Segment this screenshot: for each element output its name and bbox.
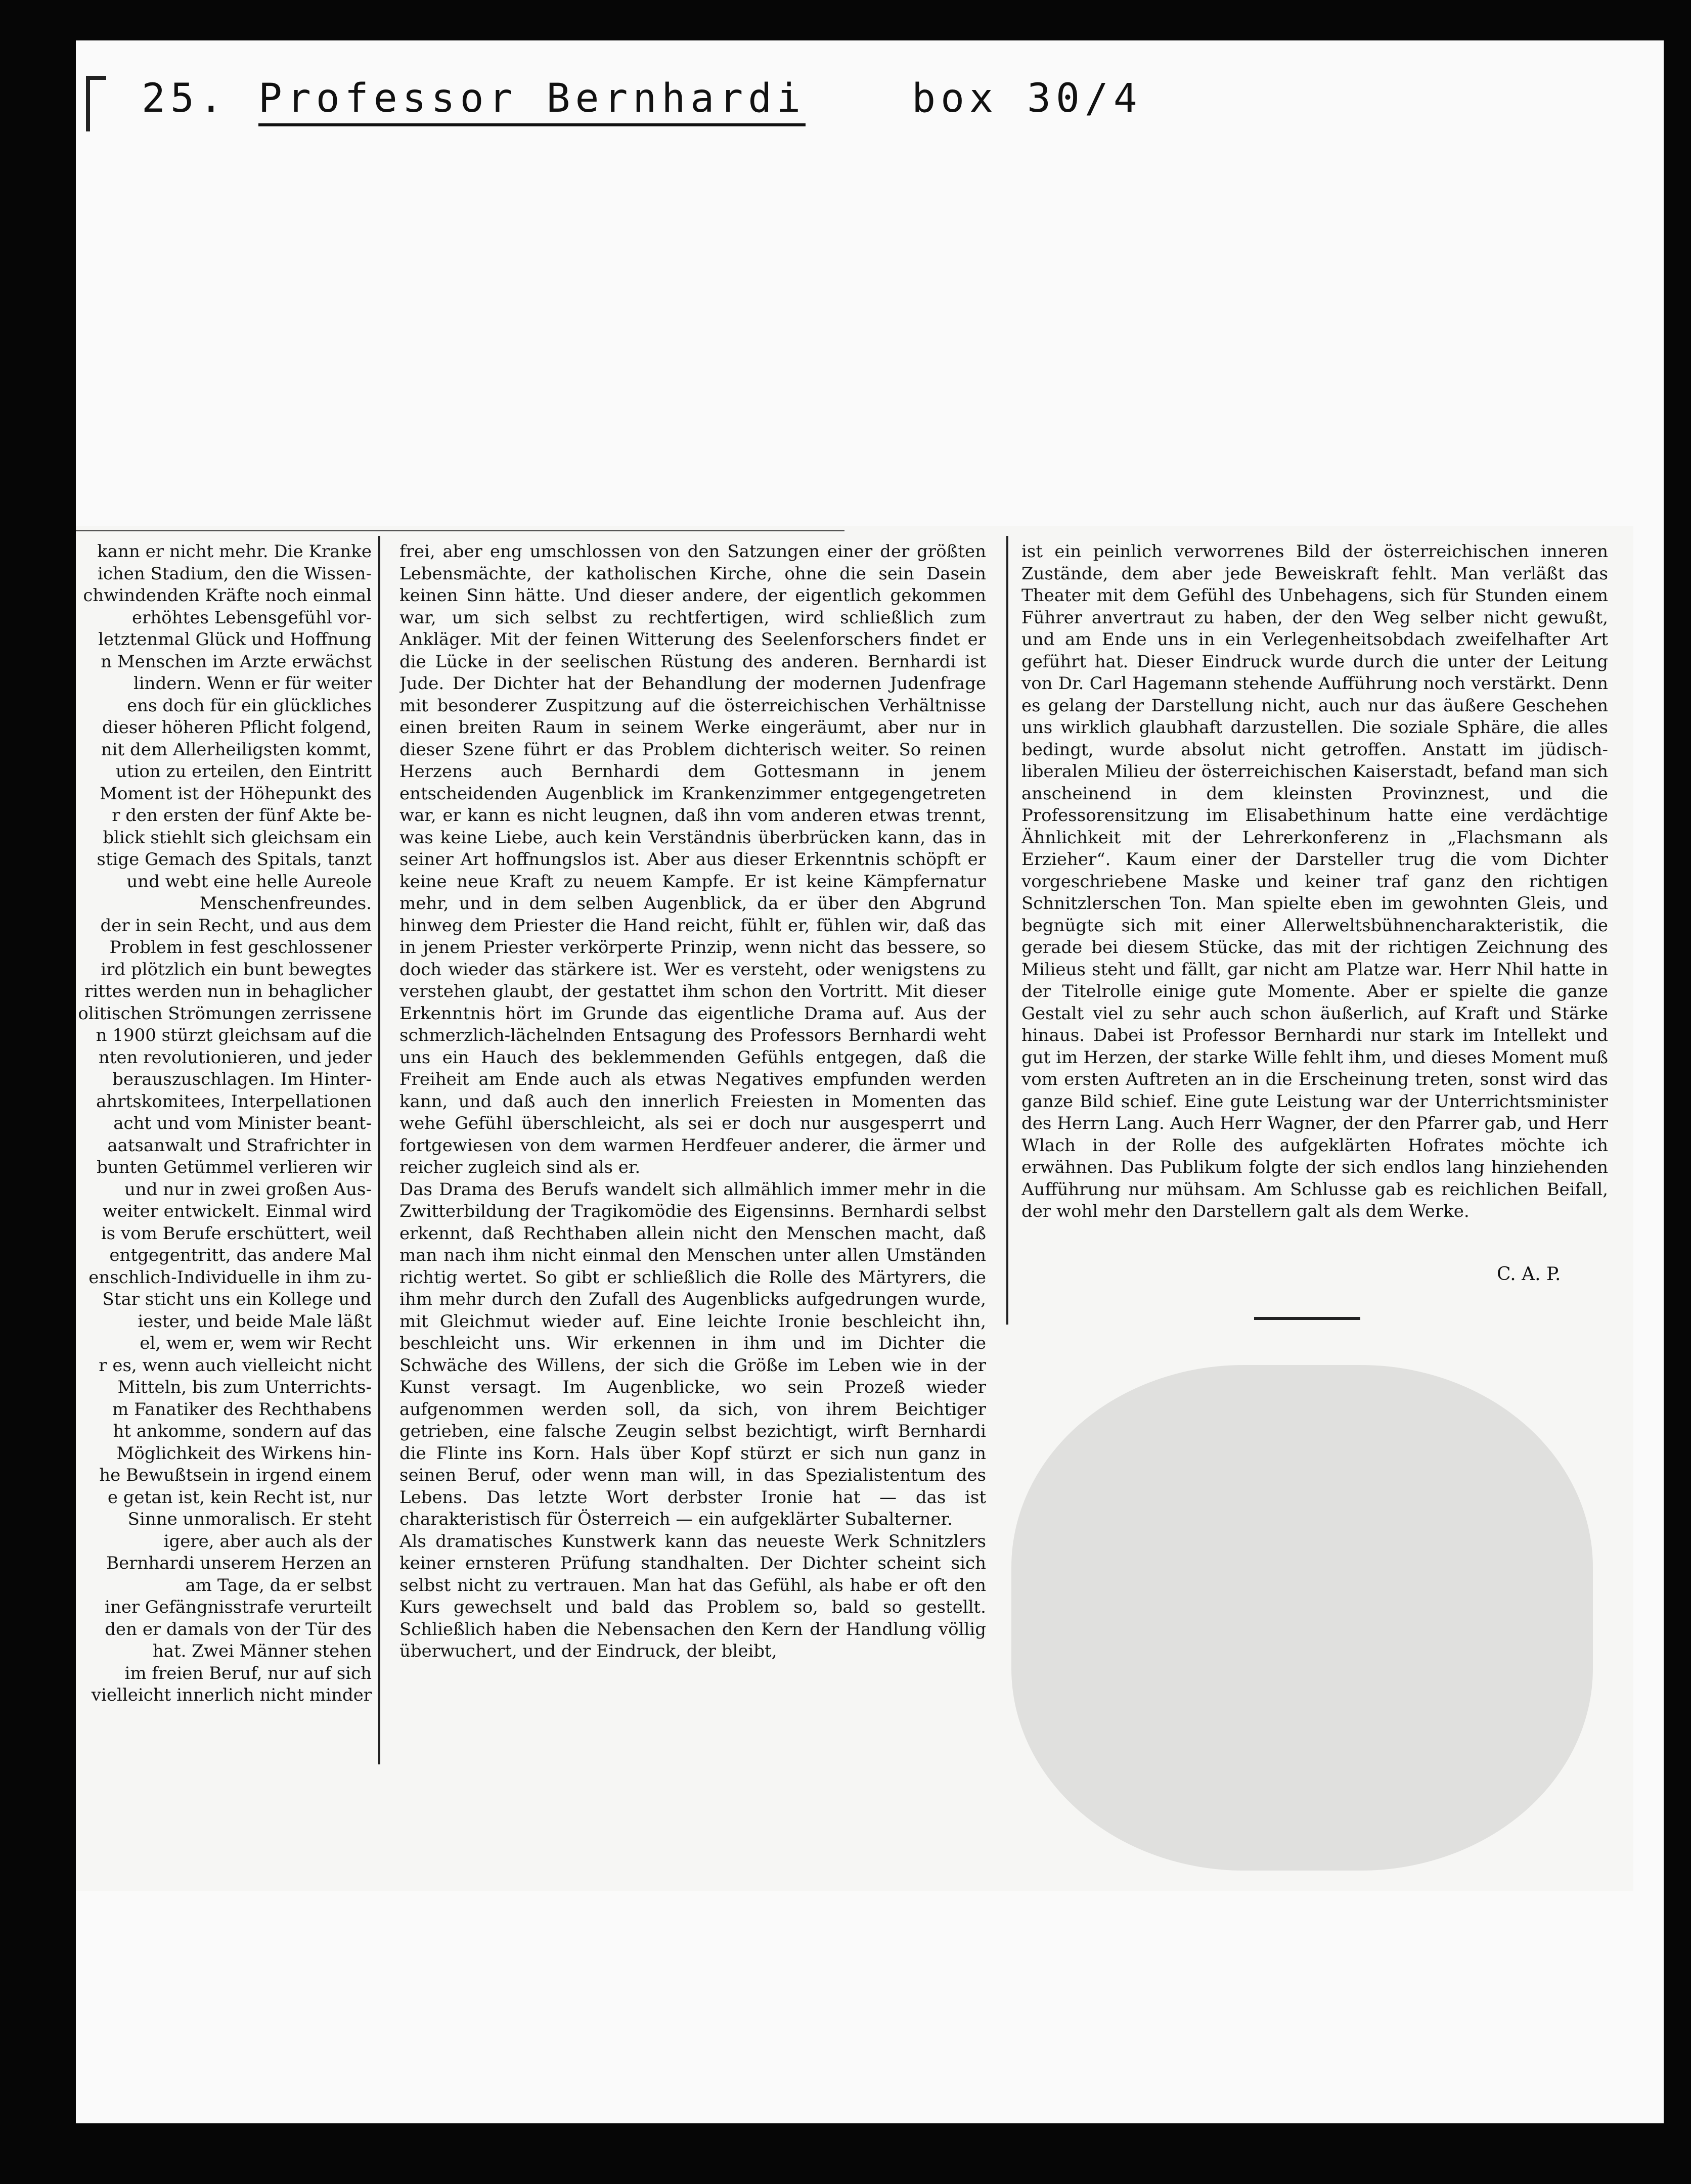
author-signature: C. A. P.	[1497, 1264, 1561, 1285]
corner-mark-top	[86, 76, 106, 80]
archive-header	[142, 76, 1142, 131]
box-label: box 30/4	[912, 76, 1142, 121]
folder-title: Professor Bernhardi	[258, 76, 806, 126]
article-column-2: frei, aber eng umschlossen von den Satzungen einer der größten Lebensmächte, der katholischen Kirche, ohne die sein Dasein keinen Sinn hätte. Und dieser andere, der eigentlich gekommen war, um sich selbst zu rechtfertigen, wird schließlich zum Ankläger. Mit der feinen Witterung des Seelenforschers findet er die Lücke in der seelischen Rüstung des anderen. Bernhardi ist Jude. Der Dichter hat der Behandlung der modernen Judenfrage mit besonderer Zuspitzung auf die österreichischen Verhältnisse einen breiten Raum in seinem Werke eingeräumt, aber nur in dieser Szene führt er das Problem dichterisch weiter. So reinen Herzens auch Bernhardi dem Gottesmann in jenem entscheidenden Augenblick im Krankenzimmer entgegengetreten war, er kann es nicht leugnen, daß ihn vom anderen etwas trennt, was keine Liebe, auch kein Verständnis überbrücken kann, das in seiner Art hoffnungslos ist. Aber aus dieser Erkenntnis schöpft er keine neue Kraft zu neuem Kampfe. Er ist keine Kämpfernatur mehr, und in dem selben Augenblick, da er über den Abgrund hinweg dem Priester die Hand reicht, fühlt er, fühlen wir, daß das in jenem Priester verkörperte Prinzip, wenn nicht das bessere, so doch wieder das stärkere ist. Wer es versteht, oder wenigstens zu verstehen glaubt, der gestattet ihm schon den Vortritt. Mit dieser Erkenntnis hört im Grunde das eigentliche Drama auf. Aus der schmerzlich-lächelnden Entsagung des Professors Bernhardi weht uns ein Hauch des beklemmenden Gefühls entgegen, daß die Freiheit am Ende auch als etwas Negatives empfunden werden kann, und daß auch den innerlich Freiesten in Momenten das wehe Gefühl überschleicht, als sei er doch nur ausgesperrt und fortgewiesen von dem warmen Herdfeuer anderer, die ärmer und reicher zugleich sind als er. Das Drama des Berufs wandelt sich allmählich immer mehr in die Zwitterbildung der Tragikomödie des Eigensinns. Bernhardi selbst erkennt, daß Rechthaben allein nicht den Menschen macht, daß man nach ihm nicht einmal den Menschen unter allen Umständen richtig wertet. So gibt er schließlich die Rolle des Märtyrers, die ihm mehr durch den Zufall des Augenblicks aufgedrungen wurde, mit Gleichmut wieder auf. Eine leichte Ironie beschleicht ihn, beschleicht uns. Wir erkennen in ihm und im Dichter die Schwäche des Willens, der sich die Größe im Leben wie in der Kunst versagt. Im Augenblicke, wo sein Prozeß wieder aufgenommen werden soll, da sich, von ihrem Beichtiger getrieben, eine falsche Zeugin selbst bezichtigt, wirft Bernhardi die Flinte ins Korn. Hals über Kopf stürzt er sich nun ganz in seinen Beruf, oder wenn man will, in das Spezialistentum des Lebens. Das letzte Wort derbster Ironie hat — das ist charakteristisch für Österreich — ein aufgeklärter Subalterner. Als dramatisches Kunstwerk kann das neueste Werk Schnitzlers keiner ernsteren Prüfung standhalten. Der Dichter scheint sich selbst nicht zu vertrauen. Man hat das Gefühl, als habe er oft den Kurs gewechselt und bald das Problem so, bald so gestellt. Schließlich haben die Nebensachen den Kern der Handlung völlig überwuchert, und der Eindruck, der bleibt,	[399, 541, 986, 1661]
article-column-3: ist ein peinlich verworrenes Bild der österreichischen inneren Zustände, dem aber jede Beweiskraft fehlt. Man verläßt das Theater mit dem Gefühl des Unbehagens, sich für Stunden einem Führer anvertraut zu haben, der den Weg selber nicht gewußt, und am Ende uns in ein Verlegenheitsobdach zweifelhafter Art geführt hat. Dieser Eindruck wurde durch die unter der Leitung von Dr. Carl Hagemann stehende Aufführung noch verstärkt. Denn es gelang der Darstellung nicht, auch nur das äußere Geschehen uns wirklich glaubhaft darzustellen. Die soziale Sphäre, die alles bedingt, wurde absolut nicht getroffen. Anstatt im jüdisch-liberalen Milieu der österreichischen Kaiserstadt, befand man sich anscheinend in dem kleinsten Provinznest, und die Professorensitzung im Elisabethinum hatte eine verdächtige Ähnlichkeit mit der Lehrerkonferenz in „Flachsmann als Erzieher“. Kaum einer der Darsteller trug die vom Dichter vorgeschriebene Maske und keiner traf ganz den richtigen Schnitzlerschen Ton. Man spielte eben im gewohnten Gleis, und begnügte sich mit einer Allerweltsbühnencharakteristik, die gerade bei diesem Stücke, das mit der richtigen Zeichnung des Milieus steht und fällt, gar nicht am Platze war. Herr Nhil hatte in der Titelrolle einige gute Momente. Aber er spielte die ganze Gestalt viel zu sehr auch schon äußerlich, auf Kraft und Stärke hinaus. Dabei ist Professor Bernhardi nur stark im Intellekt und gut im Herzen, der starke Wille fehlt ihm, und dieses Moment muß vom ersten Auftreten an in die Erscheinung treten, sonst wird das ganze Bild schief. Eine gute Leistung war der Unterrichtsminister des Herrn Lang. Auch Herr Wagner, der den Pfarrer gab, und Herr Wlach in der Rolle des aufgeklärten Hofrates möchte ich erwähnen. Das Publikum folgte der sich endlos lang hinziehenden Aufführung nur mühsam. Am Schlusse gab es reichlichen Beifall, der wohl mehr den Darstellern galt als dem Werke.	[1021, 541, 1608, 1221]
column-rule	[1006, 536, 1008, 1325]
end-rule	[1254, 1317, 1360, 1320]
item-number: 25.	[142, 76, 228, 121]
article-column-1: kann er nicht mehr. Die Kranke ichen Stadium, den die Wissen- chwindenden Kräfte noch einmal erhöhtes Lebensgefühl vor- letztenmal Glück und Hoffnung n Menschen im Arzte erwächst lindern. Wenn er für weiter ens doch für ein glückliches dieser höheren Pflicht folgend, nit dem Allerheiligsten kommt, ution zu erteilen, den Eintritt Moment ist der Höhepunkt des r den ersten der fünf Akte be- blick stiehlt sich gleichsam ein stige Gemach des Spitals, tanzt und webt eine helle Aureole Menschenfreundes. der in sein Recht, und aus dem Problem in fest geschlossener ird plötzlich ein bunt bewegtes rittes werden nun in behaglicher olitischen Strömungen zerrissene n 1900 stürzt gleichsam auf die nten revolutionieren, und jeder berauszuschlagen. Im Hinter- ahrtskomitees, Interpellationen acht und vom Minister beant- aatsanwalt und Strafrichter in bunten Getümmel verlieren wir und nur in zwei großen Aus- weiter entwickelt. Einmal wird is vom Berufe erschüttert, weil entgegentritt, das andere Mal enschlich-Individuelle in ihm zu- Star sticht uns ein Kollege und iester, und beide Male läßt el, wem er, wem wir Recht r es, wenn auch vielleicht nicht Mitteln, bis zum Unterrichts- m Fanatiker des Rechthabens ht ankomme, sondern auf das Möglichkeit des Wirkens hin- he Bewußtsein in irgend einem e getan ist, kein Recht ist, nur Sinne unmoralisch. Er steht igere, aber auch als der Bernhardi unserem Herzen an am Tage, da er selbst iner Gefängnisstrafe verurteilt den er damals von der Tür des hat. Zwei Männer stehen im freien Beruf, nur auf sich vielleicht innerlich nicht minder	[78, 541, 372, 1705]
corner-mark	[86, 76, 90, 131]
column-rule	[378, 536, 380, 1764]
clipping-top-edge	[76, 530, 844, 531]
paper-stain	[1011, 1365, 1593, 1871]
